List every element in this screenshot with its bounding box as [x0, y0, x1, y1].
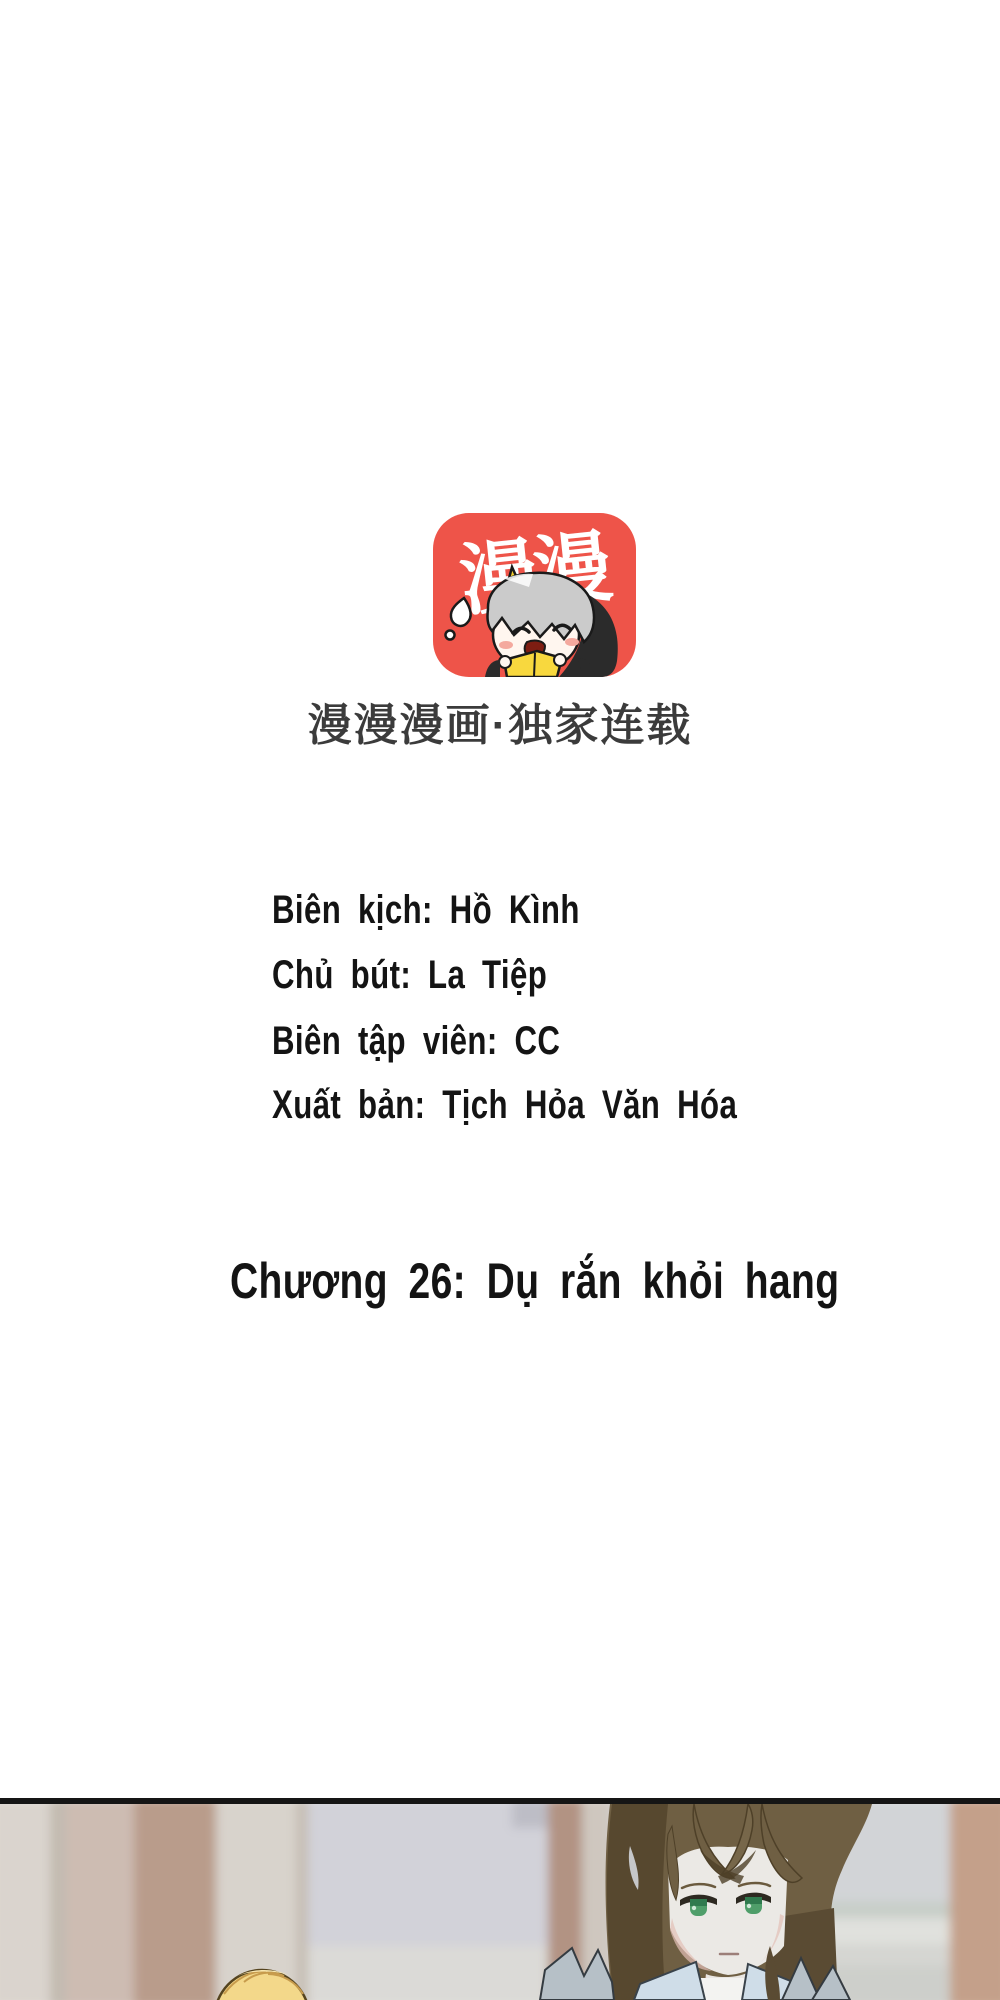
mascot-blush-left	[499, 641, 513, 649]
credit-line-publisher: Xuất bản: Tịch Hỏa Văn Hóa	[272, 1083, 738, 1127]
credit-line-editor: Biên tập viên: CC	[272, 1019, 561, 1063]
panel-top-border	[0, 1798, 1000, 1804]
mascot-right-hand	[554, 654, 566, 666]
mangmang-app-icon	[433, 513, 636, 677]
panel-artwork	[0, 1798, 1000, 2000]
mascot-left-hand	[499, 656, 511, 668]
chapter-title: Chương 26: Dụ rắn khỏi hang	[230, 1253, 840, 1309]
credit-line-chief-editor: Chủ bút: La Tiệp	[272, 953, 548, 997]
mascot-book-fold	[534, 653, 535, 677]
credit-line-screenwriter: Biên kịch: Hồ Kình	[272, 888, 580, 932]
app-icon-art	[433, 513, 636, 677]
character-ponytail	[607, 1804, 668, 2000]
brand-text: 漫漫漫画·独家连载	[307, 701, 693, 750]
comic-panel	[0, 1798, 1000, 2000]
mascot-blush-right	[565, 638, 579, 646]
